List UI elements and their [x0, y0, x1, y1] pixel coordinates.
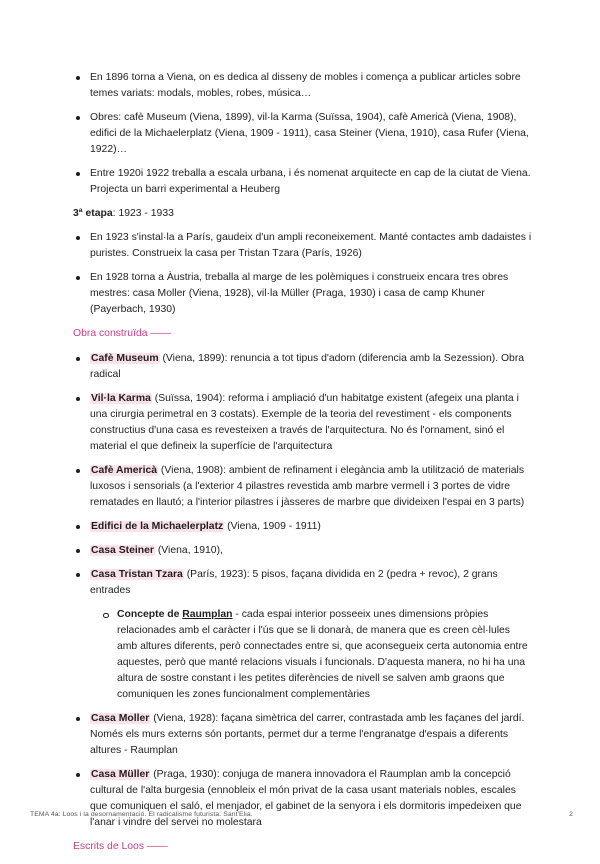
stage-heading	[73, 206, 533, 222]
raumplan-prefix: Concepte de	[117, 609, 183, 620]
raumplan-description: - cada espai interior posseeix unes dimensions pròpies relacionades amb el caràcter i l'ús que se li donarà, de manera que es creen cèl·lules amb altures diferents, però connectades entre si, que aconsegueix certa autonomia entre aquestes, però que manté relacions visuals i funcionals. D'aquesta manera, no hi ha una altura de sostre constant i les petites diferències de nivell se salven amb graons que comuniquen les zones funcionalment complementàries	[117, 609, 528, 700]
work-item	[73, 351, 533, 383]
raumplan-sublist	[100, 607, 533, 703]
page-footer	[30, 811, 575, 818]
stage-dates: : 1923 - 1933	[112, 208, 174, 219]
work-item	[73, 767, 533, 831]
raumplan-item	[100, 607, 533, 703]
stage-label: 3ª etapa	[73, 208, 113, 219]
raumplan-term: Raumplan	[182, 609, 233, 620]
footer-title: TEMA 4a: Loos i la desornamentació. El radicalisme futurista: Sant'Elia.	[30, 811, 253, 818]
work-item	[73, 567, 533, 703]
work-item	[73, 391, 533, 455]
work-description: (París, 1923): 5 pisos, façana dividida en 2 (pedra + revoc), 2 grans entrades	[90, 569, 498, 596]
work-name: Edifici de la Michaelerplatz	[91, 521, 224, 532]
stage3-list	[73, 230, 533, 318]
work-name: Casa Tristan Tzara	[91, 569, 183, 580]
work-item	[73, 543, 533, 559]
work-name: Vil·la Karma	[91, 393, 151, 404]
list-item: En 1923 s'instal·la a París, gaudeix d'un ampli reconeixement. Manté contactes amb dadaistes i puristes. Construeix la casa per Tristan Tzara (París, 1926)	[73, 230, 533, 262]
list-item: Entre 1920i 1922 treballa a escala urbana, i és nomenat arquitecte en cap de la ciutat de Viena. Projecta un barri experimental a Heuberg	[73, 166, 533, 198]
work-description: (Viena, 1928): façana simètrica del carrer, contrastada amb les façanes del jardí. Només els murs externs són portants, permet dur a terme l'engranatge d'espais a diferents altures - Raumplan	[90, 713, 525, 756]
page-number: 2	[569, 811, 573, 818]
work-item	[73, 519, 533, 535]
work-name: Casa Moller	[91, 713, 150, 724]
work-description: (Viena, 1899): renuncia a tot tipus d'adorn (diferencia amb la Sezession). Obra radical	[90, 353, 525, 380]
section-heading-obra: Obra construïda ——	[73, 328, 172, 339]
work-name: Casa Müller	[91, 769, 150, 780]
work-description: (Suïssa, 1904): reforma i ampliació d'un habitatge existent (afegeix una planta i una cirurgia perimetral en 3 costats). Exemple de la teoria del revestiment - els components constructius d'una casa es revesteixen a través de l'arquitectura. No és l'ornament, sinó el material el que defineix la superfície de l'arquitectura	[90, 393, 519, 452]
list-item: Obres: cafè Museum (Viena, 1899), vil·la Karma (Suïssa, 1904), cafè Americà (Viena, 1908), edifici de la Michaelerplatz (Viena, 1909 - 1911), casa Steiner (Viena, 1910), casa Rufer (Viena, 1922)…	[73, 110, 533, 158]
work-item	[73, 711, 533, 759]
work-item	[73, 463, 533, 511]
work-name: Cafè Americà	[91, 465, 158, 476]
section-heading-escrits: Escrits de Loos ——	[73, 841, 168, 852]
work-description: (Viena, 1909 - 1911)	[224, 521, 321, 532]
work-description: (Viena, 1908): ambient de refinament i elegància amb la utilització de materials luxosos i sensorials (a l'exterior 4 pilastres revestida amb marbre vermell i 3 portes de vidre rematades en llautó; a l'interior pilastres i jàsseres de marbre que divideixen l'espai en 3 parts)	[90, 465, 525, 508]
biography-list	[73, 70, 533, 198]
works-list	[73, 351, 533, 831]
work-name: Casa Steiner	[91, 545, 154, 556]
list-item: En 1896 torna a Viena, on es dedica al disseny de mobles i comença a publicar articles sobre temes variats: modals, mobles, robes, música…	[73, 70, 533, 102]
document-body	[73, 70, 533, 864]
work-name: Cafè Museum	[91, 353, 159, 364]
list-item: En 1928 torna a Àustria, treballa al marge de les polèmiques i construeix encara tres obres mestres: casa Moller (Viena, 1928), vil·la Müller (Praga, 1930) i casa de camp Khuner (Payerbach, 1930)	[73, 270, 533, 318]
work-description: (Viena, 1910),	[154, 545, 223, 556]
work-description: (Praga, 1930): conjuga de manera innovadora el Raumplan amb la concepció cultural de l'alta burgesia (ennobleix el món privat de la casa usant materials nobles, escales que comuniquen el saló, el menjador, el gabinet de la senyora i els dormitoris impedeixen que l'anar i vindre del servei no molestara	[90, 769, 522, 828]
